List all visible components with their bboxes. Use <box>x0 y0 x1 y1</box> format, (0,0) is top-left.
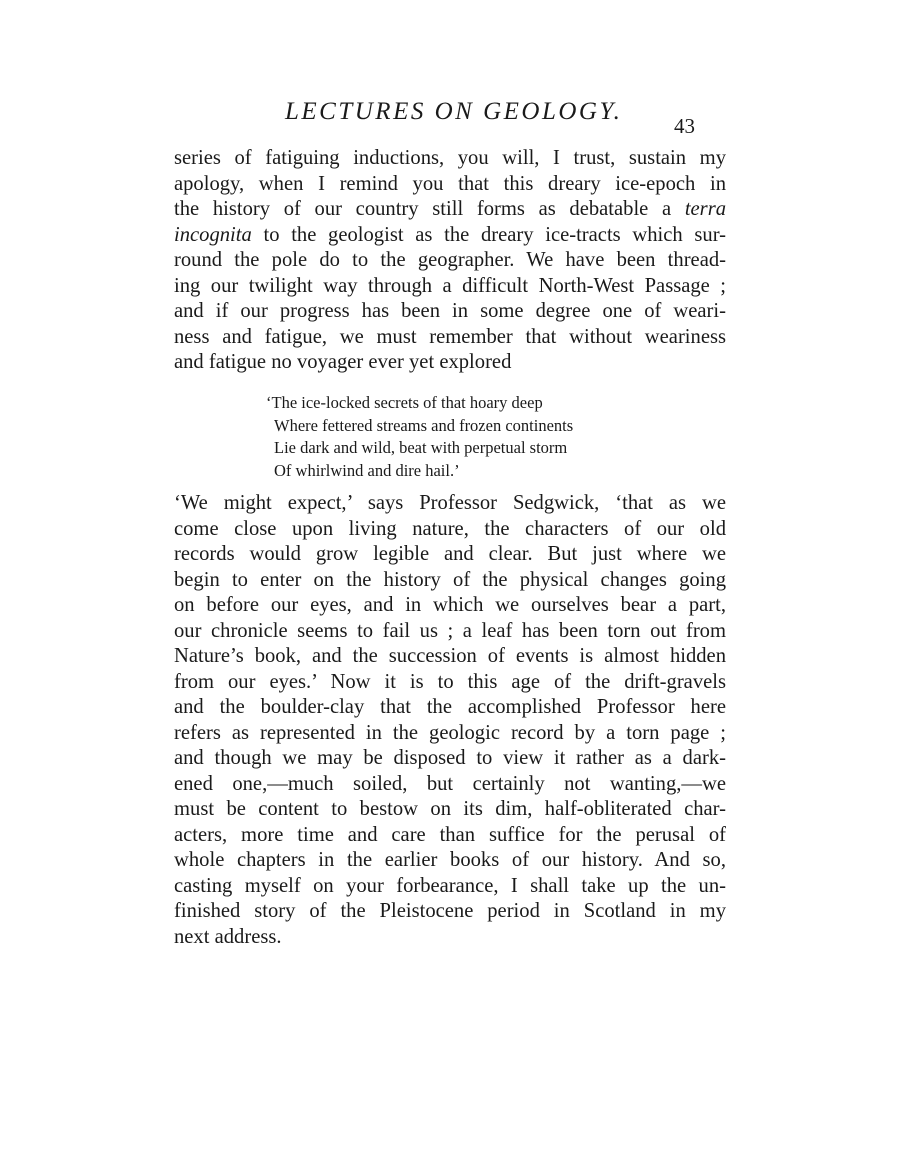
text-line: ing our twilight way through a difficult North-West Passage ; <box>174 274 726 297</box>
text-line: records would grow legible and clear. But just where we <box>174 543 726 565</box>
text-line: ness and fatigue, we must remember that without weariness <box>174 325 726 348</box>
text-line: and the boulder-clay that the accomplished Professor here <box>174 696 726 718</box>
verse-line: Of whirlwind and dire hail.’ <box>274 460 460 480</box>
italic-phrase-terra: terra <box>684 198 726 220</box>
text-line: come close upon living nature, the characters of our old <box>174 517 726 540</box>
page-number: 43 <box>674 114 695 138</box>
paragraph-1 <box>174 146 726 376</box>
text-line: must be content to bestow on its dim, half-obliterated char- <box>174 798 726 820</box>
running-head: LECTURES ON GEOLOGY. <box>285 98 623 125</box>
text-line: apology, when I remind you that this dreary ice-epoch in <box>174 172 726 195</box>
text-fragment: the history of our country still forms as debatable a <box>174 198 672 220</box>
text-line <box>174 197 726 223</box>
paragraph-2 <box>174 491 726 950</box>
text-line: next address. <box>174 925 282 948</box>
text-line: finished story of the Pleistocene period in Scotland in my <box>174 900 726 922</box>
text-line: ened one,—much soiled, but certainly not wanting,—we <box>174 772 726 795</box>
verse-line: ‘The ice-locked secrets of that hoary deep <box>266 393 543 412</box>
verse-line: Lie dark and wild, beat with perpetual storm <box>274 438 568 457</box>
text-line: refers as represented in the geologic record by a torn page ; <box>174 721 726 744</box>
text-line: round the pole do to the geographer. We have been thread- <box>174 249 726 271</box>
text-line: on before our eyes, and in which we ourselves bear a part, <box>174 594 726 616</box>
text-line: Nature’s book, and the succession of events is almost hidden <box>174 645 726 667</box>
verse-quotation <box>266 392 573 482</box>
verse-line: Where fettered streams and frozen continents <box>274 415 574 435</box>
text-line: and if our progress has been in some degree one of weari- <box>174 300 726 322</box>
text-line: our chronicle seems to fail us ; a leaf has been torn out from <box>174 619 726 642</box>
text-line: series of fatiguing inductions, you will, I trust, sustain my <box>174 147 726 169</box>
text-line: casting myself on your forbearance, I shall take up the un- <box>174 874 726 897</box>
text-line: ‘We might expect,’ says Professor Sedgwick, ‘that as we <box>174 492 726 514</box>
text-line: begin to enter on the history of the physical changes going <box>174 568 726 591</box>
text-line: from our eyes.’ Now it is to this age of the drift-gravels <box>174 670 726 693</box>
text-line <box>174 223 726 249</box>
text-line: and fatigue no voyager ever yet explored <box>174 351 512 373</box>
text-fragment: to the geologist as the dreary ice-tracts which sur- <box>263 223 726 246</box>
text-line: and though we may be disposed to view it rather as a dark- <box>174 747 726 769</box>
text-line: whole chapters in the earlier books of our history. And so, <box>174 849 726 871</box>
text-line: acters, more time and care than suffice for the perusal of <box>174 823 726 846</box>
italic-phrase-incognita: incognita <box>174 223 252 246</box>
